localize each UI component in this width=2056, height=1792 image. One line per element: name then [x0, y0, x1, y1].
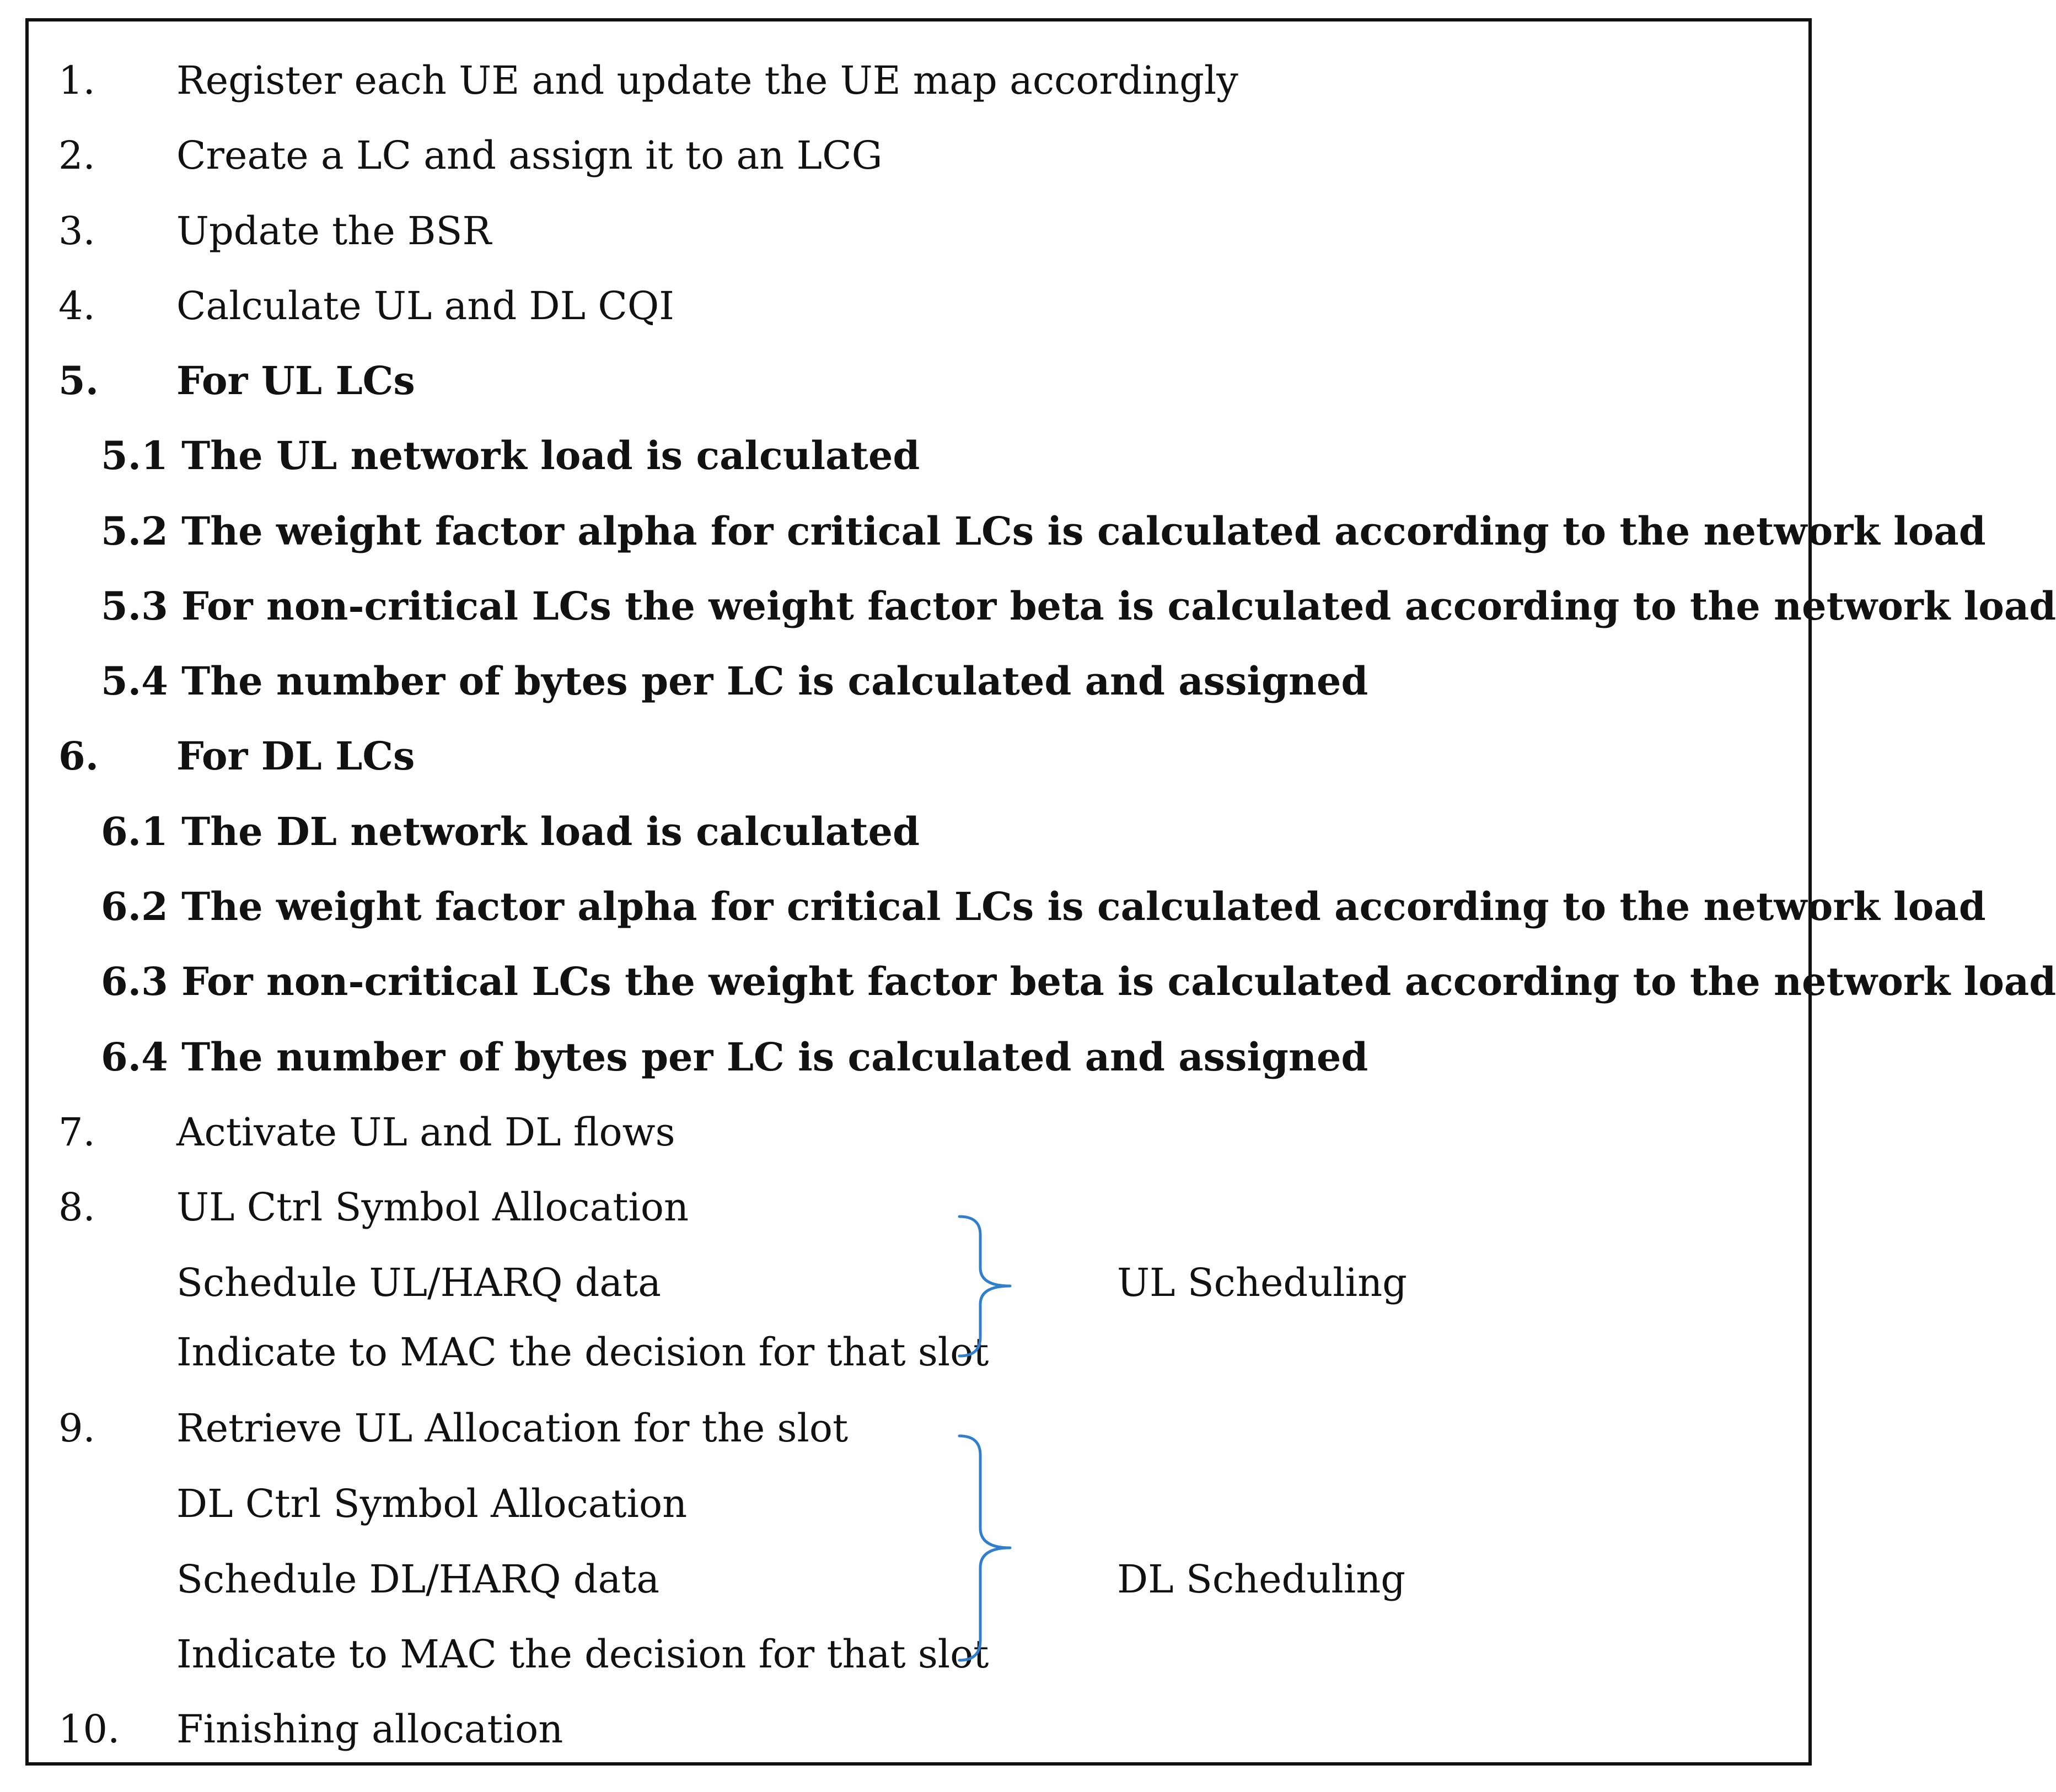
step-5-1: 5.1 The UL network load is calculated — [101, 433, 920, 478]
step-9-line-1: Retrieve UL Allocation for the slot — [176, 1406, 849, 1451]
step-5-text: For UL LCs — [176, 358, 415, 403]
step-2-number: 2. — [58, 133, 95, 178]
step-8-line-1: UL Ctrl Symbol Allocation — [176, 1185, 689, 1230]
step-6-1: 6.1 The DL network load is calculated — [101, 809, 920, 854]
step-10-number: 10. — [58, 1707, 120, 1752]
step-8-line-2: Schedule UL/HARQ data — [176, 1260, 662, 1305]
step-4-text: Calculate UL and DL CQI — [176, 283, 674, 329]
step-7-text: Activate UL and DL flows — [176, 1110, 675, 1155]
step-8-line-3: Indicate to MAC the decision for that slot — [176, 1330, 989, 1375]
step-5-3: 5.3 For non-critical LCs the weight factor beta is calculated according to the network load — [101, 583, 2056, 629]
step-6-3: 6.3 For non-critical LCs the weight factor beta is calculated according to the network load — [101, 959, 2056, 1004]
ul-scheduling-label: UL Scheduling — [1117, 1260, 1407, 1305]
step-9-line-4: Indicate to MAC the decision for that slot — [176, 1632, 989, 1677]
step-6-2: 6.2 The weight factor alpha for critical LCs is calculated according to the network load — [101, 884, 1986, 929]
step-5-number: 5. — [58, 358, 99, 403]
step-10-text: Finishing allocation — [176, 1707, 563, 1752]
step-7-number: 7. — [58, 1110, 95, 1155]
step-5-4: 5.4 The number of bytes per LC is calculated and assigned — [101, 658, 1368, 704]
step-8-number: 8. — [58, 1185, 95, 1230]
step-1-number: 1. — [58, 58, 95, 103]
step-9-line-2: DL Ctrl Symbol Allocation — [176, 1481, 688, 1526]
step-3-number: 3. — [58, 208, 95, 254]
step-6-text: For DL LCs — [176, 733, 415, 779]
step-9-line-3: Schedule DL/HARQ data — [176, 1557, 660, 1602]
dl-scheduling-label: DL Scheduling — [1117, 1557, 1406, 1602]
step-9-number: 9. — [58, 1406, 95, 1451]
step-6-number: 6. — [58, 733, 99, 779]
step-2-text: Create a LC and assign it to an LCG — [176, 133, 883, 178]
step-3-text: Update the BSR — [176, 208, 492, 254]
step-4-number: 4. — [58, 283, 95, 329]
step-6-4: 6.4 The number of bytes per LC is calculated and assigned — [101, 1034, 1368, 1080]
step-5-2: 5.2 The weight factor alpha for critical LCs is calculated according to the network load — [101, 508, 1986, 554]
step-1-text: Register each UE and update the UE map accordingly — [176, 58, 1238, 103]
